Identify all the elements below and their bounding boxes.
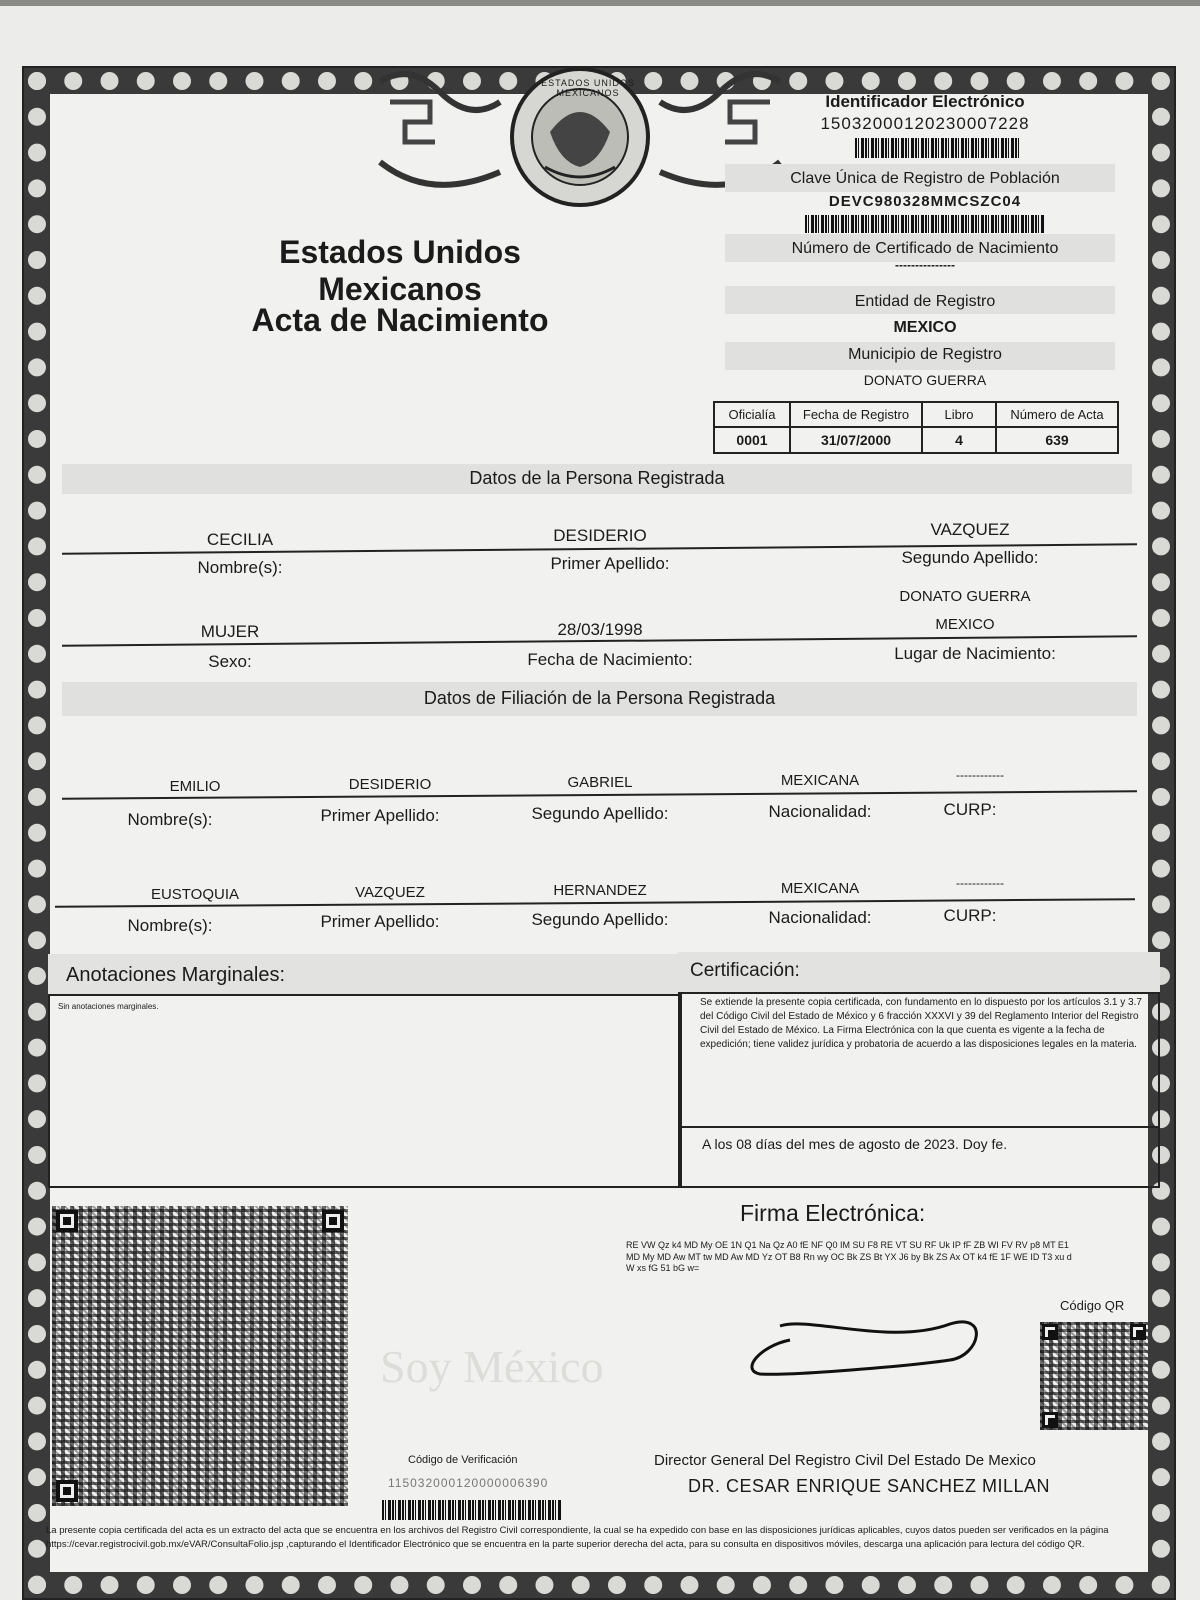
director-title: Director General Del Registro Civil Del Estado De Mexico: [654, 1452, 1036, 1469]
registry-municipality-label: Municipio de Registro: [848, 346, 1002, 363]
parent2-curp-label: CURP:: [943, 906, 997, 925]
parent2-surname2: HERNANDEZ: [553, 882, 647, 899]
filiation-section-title: Datos de Filiación de la Persona Registrada: [423, 688, 776, 708]
certification-title: Certificación:: [690, 960, 800, 981]
surname1-label: Primer Apellido:: [550, 554, 670, 573]
parent2-nationality: MEXICANA: [780, 880, 860, 897]
parent2-name: EUSTOQUIA: [150, 886, 240, 903]
director-name: DR. CESAR ENRIQUE SANCHEZ MILLAN: [688, 1476, 1051, 1496]
person-birth-date: 28/03/1998: [557, 620, 643, 639]
watermark-text: Soy México: [380, 1341, 604, 1392]
document-country-title: Estados Unidos Mexicanos: [279, 234, 521, 307]
registry-entity-value: MEXICO: [893, 319, 957, 336]
id-barcode: [855, 138, 1020, 158]
parent2-surname1-label: Primer Apellido:: [320, 912, 440, 931]
person-name: CECILIA: [206, 530, 274, 549]
parent1-nationality: MEXICANA: [780, 772, 860, 789]
libro-value: 4: [922, 427, 996, 453]
header-numero-acta: Número de Acta: [996, 402, 1118, 427]
registry-municipality-value: DONATO GUERRA: [863, 372, 987, 388]
birth-date-label: Fecha de Nacimiento:: [527, 650, 693, 669]
birth-place-line1: DONATO GUERRA: [899, 588, 1031, 605]
name-label: Nombre(s):: [197, 558, 283, 577]
parent1-surname2: GABRIEL: [567, 774, 633, 791]
parent2-surname2-label: Segundo Apellido:: [531, 910, 669, 929]
curp-barcode: [805, 215, 1045, 233]
parent2-curp: ------------: [956, 876, 1004, 890]
birth-place-label: Lugar de Nacimiento:: [894, 644, 1056, 663]
surname2-label: Segundo Apellido:: [901, 548, 1039, 567]
rule: [682, 1126, 1158, 1128]
handwritten-signature: [750, 1316, 990, 1386]
parent1-nationality-label: Nacionalidad:: [768, 802, 872, 821]
parent1-surname1: DESIDERIO: [348, 776, 432, 793]
document-type-title: Acta de Nacimiento: [251, 302, 549, 338]
registry-entity-label: Entidad de Registro: [854, 293, 996, 310]
verification-code-label: Código de Verificación: [408, 1454, 518, 1466]
parent2-surname1: VAZQUEZ: [355, 884, 425, 901]
birth-cert-number-value: ---------------: [895, 258, 955, 272]
parent1-surname2-label: Segundo Apellido:: [531, 804, 669, 823]
header-oficialia: Oficialía: [714, 402, 790, 427]
certification-text: Se extiende la presente copia certificada, con fundamento en lo dispuesto por los artículos 3.1 y 3.7 del Código Civil del Estado de México y 6 fracción XXXVI y 39 del Reglamento Interior del Registro Civil del Estado de México. La Firma Electrónica con la que cuenta es vigente a la fecha de expedición; tiene validez jurídica y probatoria de acuerdo a las disposiciones legales en la materia.: [700, 997, 1142, 1050]
numero-acta-value: 639: [996, 427, 1118, 453]
parent1-curp-label: CURP:: [943, 800, 997, 819]
footer-legal-text: La presente copia certificada del acta es un extracto del acta que se encuentra en los archivos del Registro Civil correspondiente, la cual se ha expedido con base en las disposiciones jurídicas aplicables, cuyos datos pueden ser verificados en la página https://cevar.registrocivil.gob.mx/eVAR/ConsultaFolio.jsp ,capturando el Identificador Electrónico que se encuentra en la parte superior derecha del acta, para su consulta en dispositivos móviles, descarga una aplicación para lectura del código QR.: [46, 1525, 1109, 1550]
person-sex: MUJER: [200, 622, 260, 641]
small-qr-code: [1040, 1322, 1148, 1430]
sex-label: Sexo:: [208, 652, 252, 671]
parent1-name: EMILIO: [169, 778, 221, 795]
oficialia-value: 0001: [714, 427, 790, 453]
parent1-curp: ------------: [956, 768, 1004, 782]
electronic-id-label: Identificador Electrónico: [825, 92, 1025, 111]
registry-table: [713, 401, 1119, 454]
person-surname1: DESIDERIO: [553, 526, 647, 545]
seal-text: ESTADOS UNIDOS MEXICANOS: [541, 78, 635, 98]
electronic-signature-title: Firma Electrónica:: [740, 1200, 926, 1226]
verification-barcode: [382, 1500, 562, 1520]
electronic-signature-hash: RE VW Qz k4 MD My OE 1N Q1 Na Qz A0 fE NF Q0 IM SU F8 RE VT SU RF Uk IP fF ZB WI FV RV p8 MT E1 MD My MD Aw MT tw MD Aw MD Yz OT B8 Rn wy OC Bk ZS Bt YX J6 by Bk ZS Ax OT k4 fE 1F WE ID T3 xu dW xs fG 51 bG w=: [626, 1240, 1072, 1274]
qr-label: Código QR: [1060, 1298, 1125, 1313]
electronic-id-value: 15032000120230007228: [820, 114, 1030, 133]
annotations-title: Anotaciones Marginales:: [66, 964, 286, 986]
verification-code-value: 115032000120000006390: [388, 1476, 549, 1490]
person-surname2: VAZQUEZ: [930, 520, 1010, 539]
parent1-name-label: Nombre(s):: [127, 810, 213, 829]
birth-cert-number-label: Número de Certificado de Nacimiento: [791, 240, 1059, 257]
paper-sheet: [0, 6, 1200, 1600]
header-fecha-registro: Fecha de Registro: [790, 402, 922, 427]
verification-qr-code: [52, 1206, 348, 1506]
birth-place-line2: MEXICO: [935, 616, 995, 633]
parent2-name-label: Nombre(s):: [127, 916, 213, 935]
certification-date: A los 08 días del mes de agosto de 2023. Doy fe.: [702, 1136, 1008, 1152]
parent2-nationality-label: Nacionalidad:: [768, 908, 872, 927]
curp-value: DEVC980328MMCSZC04: [828, 193, 1022, 210]
header-libro: Libro: [922, 402, 996, 427]
curp-label: Clave Única de Registro de Población: [790, 170, 1060, 187]
parent1-surname1-label: Primer Apellido:: [320, 806, 440, 825]
person-section-title: Datos de la Persona Registrada: [469, 468, 725, 488]
fecha-registro-value: 31/07/2000: [790, 427, 922, 453]
annotations-text: Sin anotaciones marginales.: [58, 1002, 159, 1011]
